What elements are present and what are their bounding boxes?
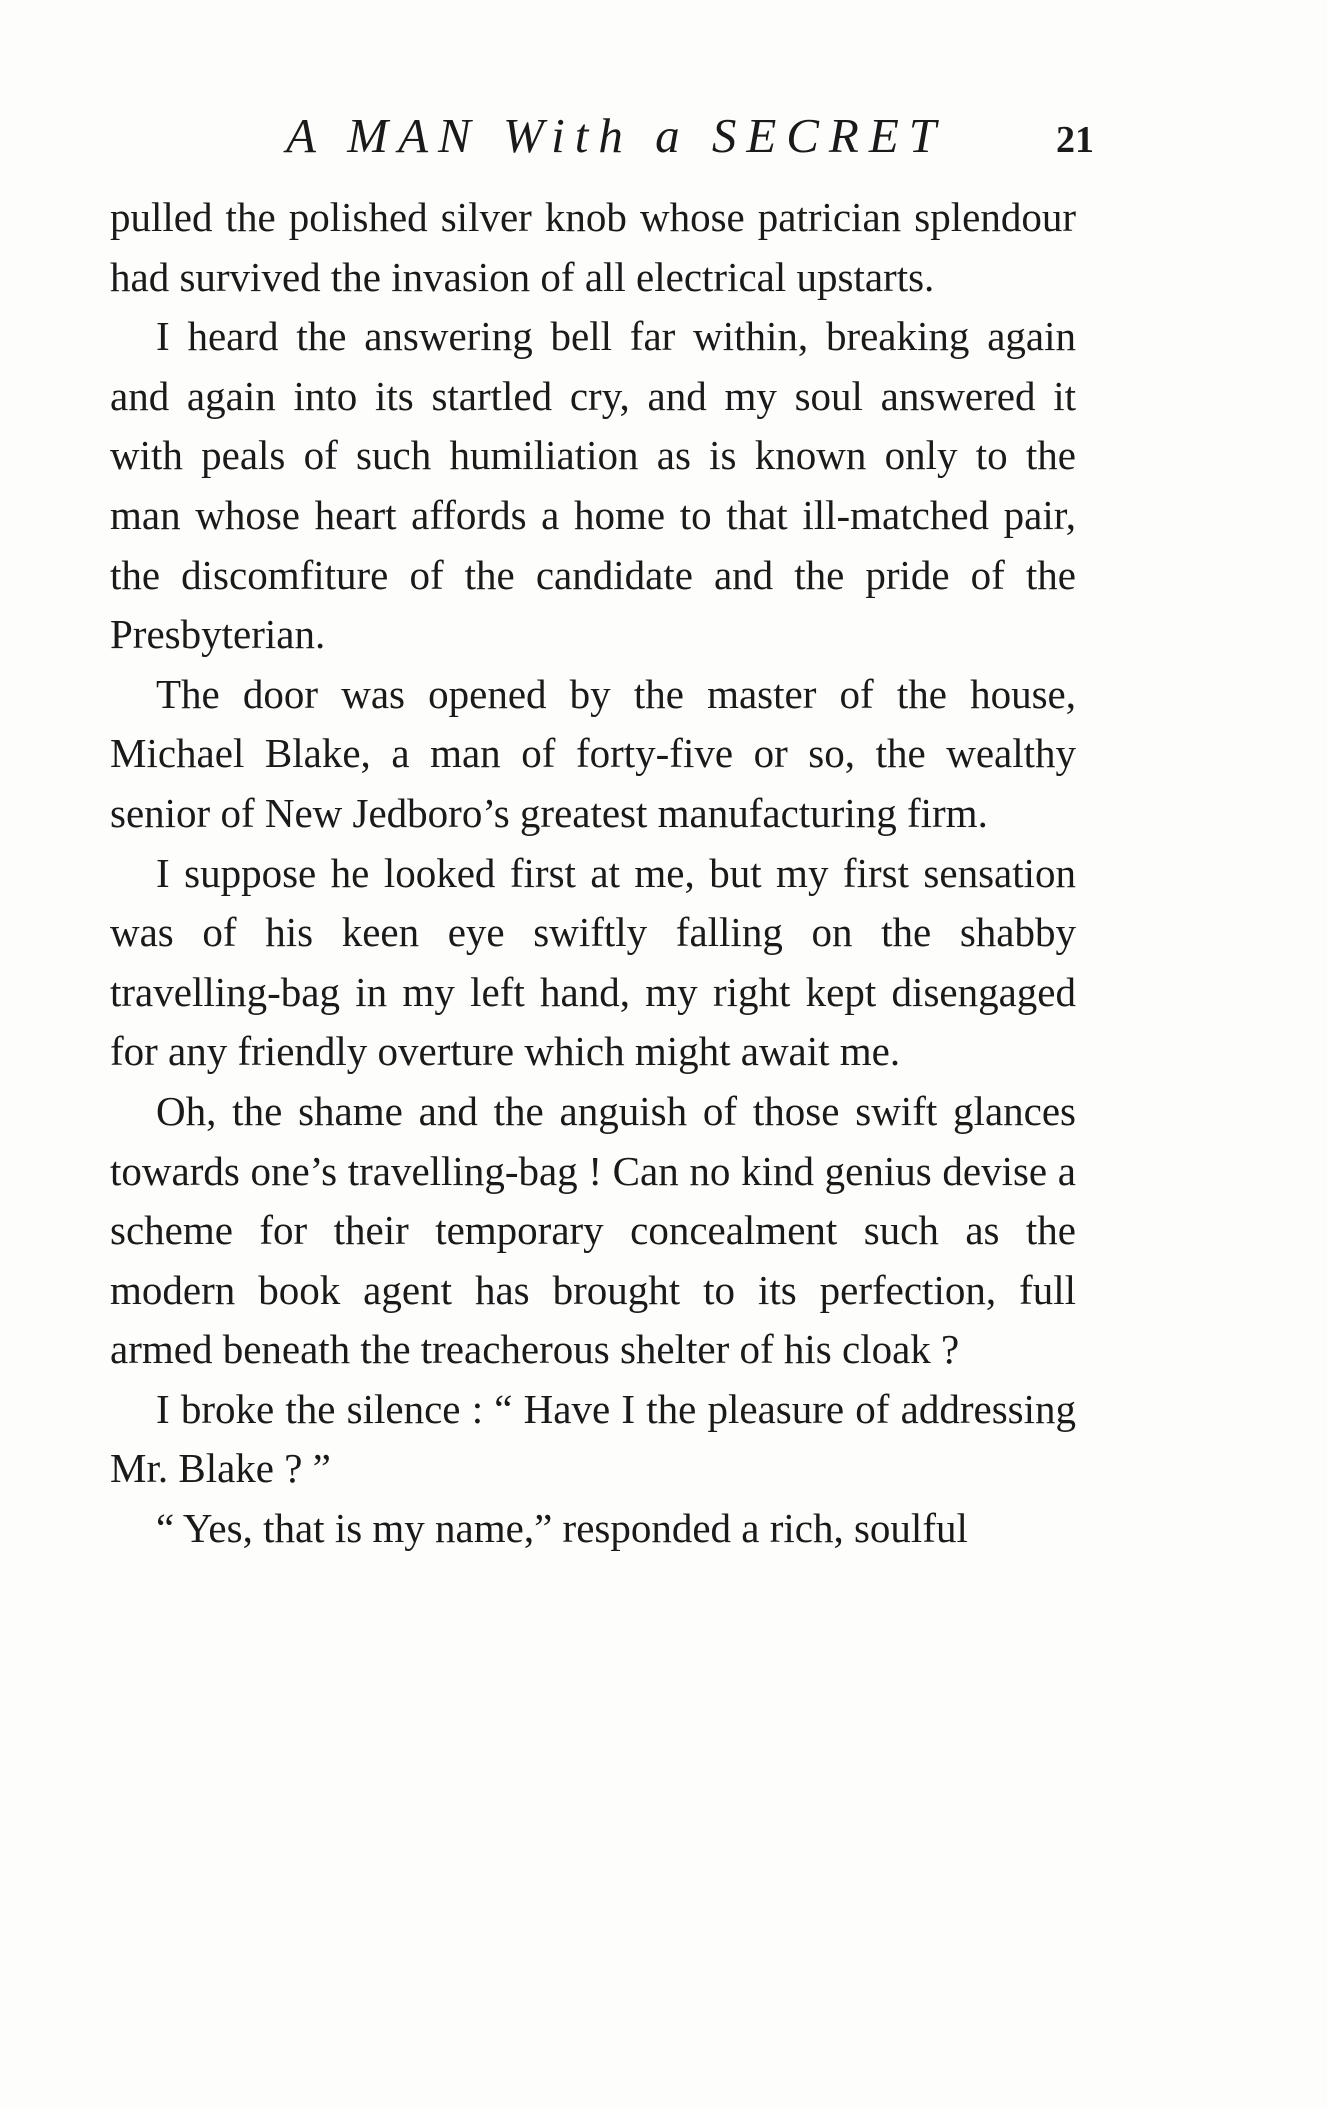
body-text [110, 188, 1076, 1559]
paragraph-silence: I broke the silence : “ Have I the pleasure of addressing Mr. Blake ? ” [110, 1385, 1076, 1492]
running-title: A MAN With a SECRET [286, 108, 947, 163]
paragraph-bell: I heard the answering bell far within, breaking again and again into its startled cry, and my soul answered it with peals of such humiliation as is known only to the man whose heart affords a home to that ill-matched pair, the discomfiture of the candidate and the pride of the Presbyterian. [110, 313, 1076, 658]
paragraph-first-sensation: I suppose he looked first at me, but my first sensation was of his keen eye swiftly falling on the shabby travelling-bag in my left hand, my right kept disengaged for any friendly overture which might await me. [110, 849, 1076, 1075]
page-number: 21 [1056, 119, 1094, 161]
running-head [110, 104, 1100, 168]
paragraph-shame: Oh, the shame and the anguish of those swift glances towards one’s travelling-bag ! Can no kind genius devise a scheme for their temporary concealment such as the modern book agent has brought to its perfection, full armed beneath the treacherous shelter of his cloak ? [110, 1087, 1076, 1373]
paragraph-continuation: pulled the polished silver knob whose patrician splendour had survived the invasion of all electrical upstarts. [110, 194, 1076, 300]
paragraph-door: The door was opened by the master of the house, Michael Blake, a man of forty-five or so, the wealthy senior of New Jedboro’s greatest manufacturing firm. [110, 670, 1076, 836]
paragraph-response: “ Yes, that is my name,” responded a rich, soulful [156, 1505, 968, 1552]
